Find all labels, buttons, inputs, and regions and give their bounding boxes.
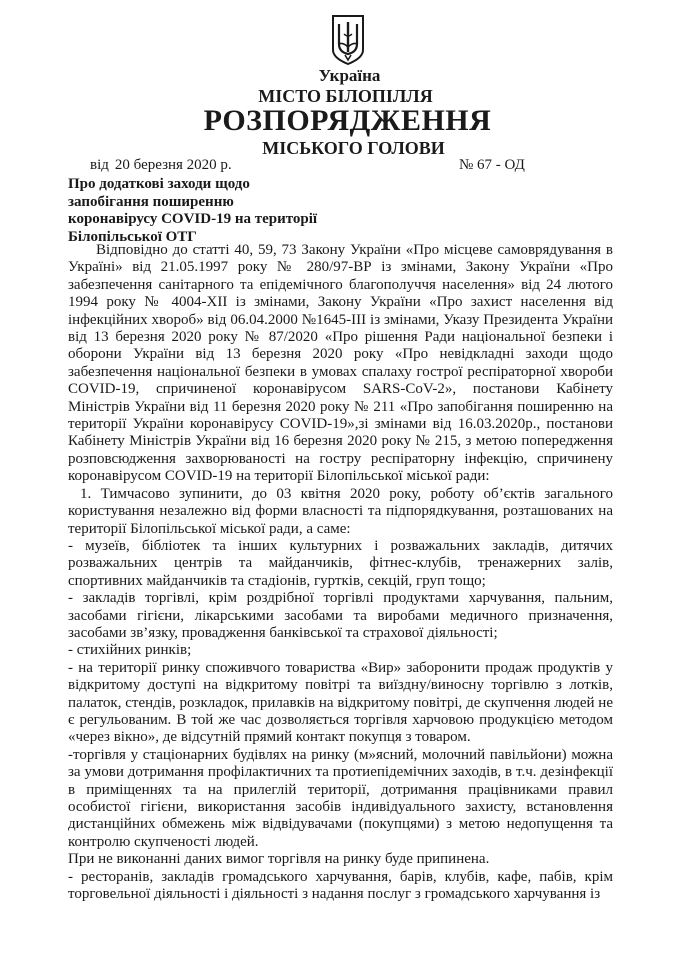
document-date (90, 157, 232, 174)
city-heading: МІСТО БІЛОПІЛЛЯ (258, 86, 433, 106)
subject-line: Білопільської ОТГ (68, 228, 197, 245)
document-number: № 67 - ОД (459, 157, 525, 173)
document-subject (68, 176, 317, 246)
document-body (68, 242, 613, 903)
trident-emblem-icon (331, 14, 365, 66)
violation-paragraph: При не виконанні даних вимог торгівля на ринку буде припинена. (68, 851, 490, 868)
bullet-vyr-market: - на території ринку споживчого товариства «Вир» заборонити продаж продуктів у відкритому доступі на відкритому повітрі та виїздну/виносну торгівлю з лотків, палаток, стендів, розкладок, прилавків на відкритому повітрі, де скупчення людей не є регульованим. В той же час дозволяється торгівля харчовою продукцією методом «через вікно», де відсутній прямий контакт покупця з товаром. (68, 659, 613, 746)
bullet-pavilions: -торгівля у стаціонарних будівлях на ринку (м»ясний, молочний павільйони) можна за умови дотримання профілактичних та протиепідемічних заходів, в т.ч. дезінфекції в приміщеннях та на прилеглій території, дотримання працівниками правил особистої гігієни, використання засобів індивідуального захисту, встановлення дистанційних обмежень між відвідувачами (покупцями) з метою недопущення та контролю скупченості людей. (68, 746, 613, 850)
bullet-museums: - музеїв, бібліотек та інших культурних і розважальних закладів, дитячих розважальних центрів та майданчиків, фітнес-клубів, тренажерних залів, спортивних майданчиків та стадіонів, гуртків, секцій, груп тощо; (68, 537, 613, 589)
country-heading: Україна (318, 66, 381, 85)
subject-line: коронавірусу COVID-19 на території (68, 211, 318, 227)
date-value: 20 березня 2020 р. (114, 157, 232, 173)
bullet-markets: - стихійних ринків; (68, 642, 192, 659)
preamble-paragraph: Відповідно до статті 40, 59, 73 Закону України «Про місцеве самоврядування в Україні» від 21.05.1997 року № 280/97-ВР із змінами, Закону України «Про забезпечення санітарного та епідемічного благополуччя населення» від 24 лютого 1994 року № 4004-XII із змінами, Закону України «Про захист населення від інфекційних хвороб» від 06.04.2000 №1645-III із змінами, Указу Президента України від 13 березня 2020 року № 87/2020 «Про рішення Ради національної безпеки і оборони України від 13 березня 2020 року «Про невідкладні заходи щодо забезпечення національної безпеки в умовах спалаху гострої респіраторної хвороби COVID-19, спричиненої коронавірусом SARS-CoV-2», постанови Кабінету Міністрів України від 11 березня 2020 року № 211 «Про запобігання поширенню на території України коронавірусу COVID-19»,зі змінами від 16.03.2020р., постанови Кабінету Міністрів України від 16 березня 2020 року № 215, з метою попередження розповсюдження захворюваності на гостру респіраторну інфекцію, спричинену коронавірусом COVID-19 на території Білопільської міської ради: (68, 242, 613, 485)
date-prefix: від (90, 157, 109, 173)
document-type-heading: РОЗПОРЯДЖЕННЯ (203, 104, 492, 137)
bullet-trade: - закладів торгівлі, крім роздрібної торгівлі продуктами харчування, пальним, засобами гігієни, лікарськими засобами та виробами медичного призначення, засобами зв’язку, провадження банківської та страхової діяльності; (68, 590, 613, 641)
subject-line: запобігання поширенню (68, 193, 234, 210)
subject-line: Про додаткові заходи щодо (68, 176, 250, 192)
item-1-paragraph: 1. Тимчасово зупинити, до 03 квітня 2020 року, роботу об’єктів загального користування незалежно від форми власності та підпорядкування, розташованих на території Білопільської міської ради, а саме: (68, 485, 613, 537)
bullet-restaurants: - ресторанів, закладів громадського харчування, барів, клубів, кафе, пабів, крім торговельної діяльності і діяльності з надання послуг з громадського харчування із (68, 868, 613, 903)
issuer-heading: МІСЬКОГО ГОЛОВИ (262, 138, 445, 158)
